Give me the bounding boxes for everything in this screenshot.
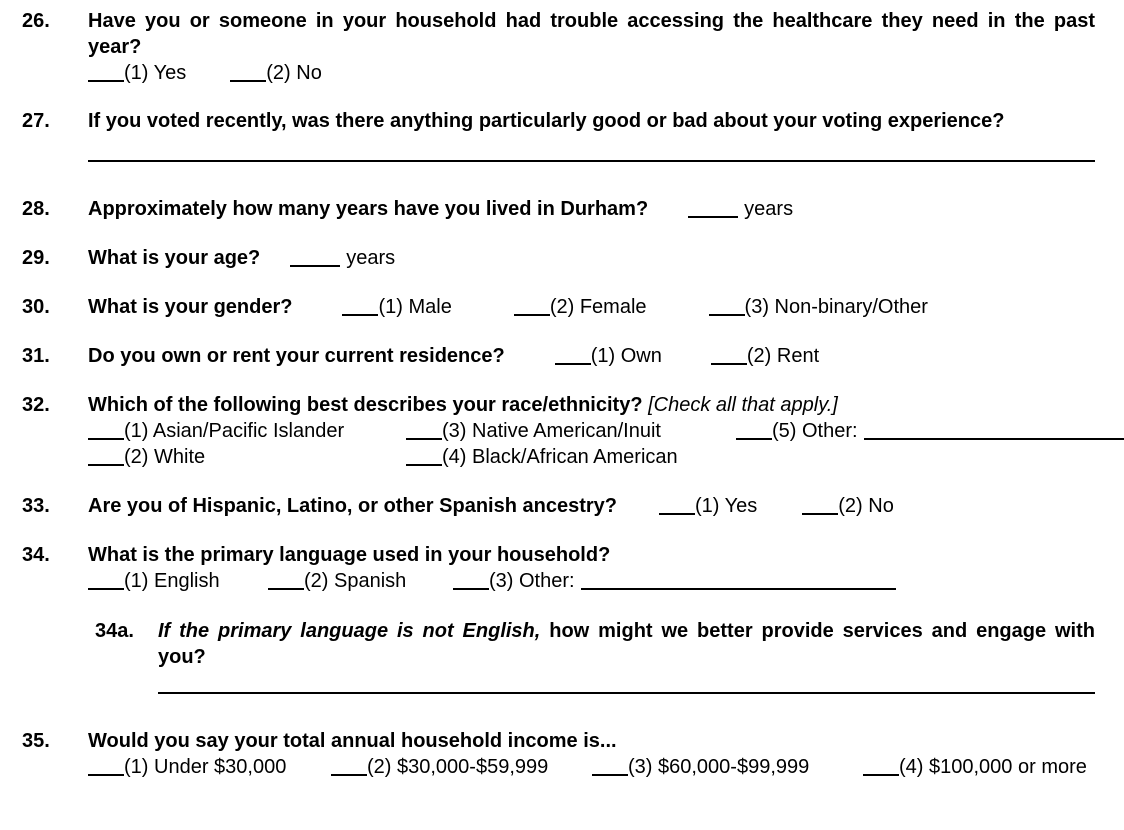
option-label: (3) Other: xyxy=(489,570,575,592)
answer-blank[interactable] xyxy=(406,464,442,466)
option-label: (1) Yes xyxy=(694,495,758,517)
option-label: (2) Female xyxy=(549,296,647,318)
question-35-options xyxy=(88,754,1095,780)
option xyxy=(555,345,662,367)
answer-blank[interactable] xyxy=(688,216,738,218)
answer-blank[interactable] xyxy=(592,774,628,776)
answer-blank[interactable] xyxy=(736,438,772,440)
question-35-body xyxy=(88,728,1095,780)
answer-blank[interactable] xyxy=(88,80,124,82)
question-32-note: [Check all that apply.] xyxy=(648,394,838,416)
question-30-line xyxy=(88,294,1095,320)
answer-blank[interactable] xyxy=(659,513,695,515)
question-35-number: 35. xyxy=(22,730,50,752)
option-label: (1) Own xyxy=(590,345,662,367)
option xyxy=(736,418,1124,444)
option-label: (3) Native American/Inuit xyxy=(442,420,661,442)
option xyxy=(342,296,451,318)
question-34a-body xyxy=(158,618,1095,694)
question-28-body xyxy=(88,196,1095,222)
option-label: (5) Other: xyxy=(772,420,858,442)
question-26-number: 26. xyxy=(22,10,50,32)
option xyxy=(230,62,322,84)
question-27-text: If you voted recently, was there anything particularly good or bad about your voting experience? xyxy=(88,110,1005,132)
option-label: (2) $30,000-$59,999 xyxy=(367,756,549,778)
question-26-body xyxy=(88,8,1095,86)
question-28 xyxy=(22,196,1095,222)
question-35-text: Would you say your total annual household income is... xyxy=(88,730,617,752)
option-label: (2) No xyxy=(838,495,894,517)
question-33-number: 33. xyxy=(22,495,50,517)
answer-blank[interactable] xyxy=(331,774,367,776)
question-31-number: 31. xyxy=(22,345,50,367)
question-31-text: Do you own or rent your current residence? xyxy=(88,345,505,367)
option-label: (4) Black/African American xyxy=(442,446,678,468)
question-28-number: 28. xyxy=(22,198,50,220)
question-27-number: 27. xyxy=(22,110,50,132)
answer-suffix: years xyxy=(346,247,396,269)
question-29 xyxy=(22,245,1095,271)
question-34 xyxy=(22,542,1095,694)
question-33 xyxy=(22,493,1095,519)
answer-blank[interactable] xyxy=(453,588,489,590)
answer-blank[interactable] xyxy=(342,314,378,316)
option-label: (1) English xyxy=(124,570,220,592)
question-33-body xyxy=(88,493,1095,519)
option xyxy=(88,568,268,594)
question-28-text: Approximately how many years have you lived in Durham? xyxy=(88,198,649,220)
option-label: (2) White xyxy=(124,446,206,468)
answer-blank[interactable] xyxy=(802,513,838,515)
write-in-line[interactable] xyxy=(88,160,1095,162)
question-33-text: Are you of Hispanic, Latino, or other Spanish ancestry? xyxy=(88,495,617,517)
question-32-number: 32. xyxy=(22,394,50,416)
question-34a-rest: how might we better provide services and engage with you? xyxy=(158,620,1095,668)
question-34-number: 34. xyxy=(22,544,50,566)
answer-blank[interactable] xyxy=(709,314,745,316)
question-27-body xyxy=(88,108,1095,162)
question-32-line xyxy=(88,392,1095,418)
answer-blank[interactable] xyxy=(555,363,591,365)
option xyxy=(592,754,863,780)
option-label: (2) Rent xyxy=(746,345,820,367)
write-in-line[interactable] xyxy=(158,692,1095,694)
question-30-body xyxy=(88,294,1095,320)
other-write-in-blank[interactable] xyxy=(581,588,896,590)
question-30-text: What is your gender? xyxy=(88,296,293,318)
question-29-text: What is your age? xyxy=(88,247,261,269)
option-label: (3) $60,000-$99,999 xyxy=(628,756,810,778)
option-label: (4) $100,000 or more xyxy=(899,756,1087,778)
option-label: (1) Male xyxy=(378,296,452,318)
option xyxy=(268,568,453,594)
question-34a-number: 34a. xyxy=(95,620,134,642)
option xyxy=(331,754,592,780)
question-29-number: 29. xyxy=(22,247,50,269)
option xyxy=(453,568,1095,594)
question-34-body xyxy=(88,542,1095,694)
question-32-body xyxy=(88,392,1095,470)
answer-blank[interactable] xyxy=(268,588,304,590)
option xyxy=(406,418,736,444)
answer-blank[interactable] xyxy=(88,438,124,440)
question-32 xyxy=(22,392,1095,470)
option-label: (1) Under $30,000 xyxy=(124,756,287,778)
option xyxy=(88,444,406,470)
answer-blank[interactable] xyxy=(290,265,340,267)
other-write-in-blank[interactable] xyxy=(864,438,1124,440)
question-27 xyxy=(22,108,1095,162)
question-30 xyxy=(22,294,1095,320)
option-label: (1) Yes xyxy=(124,62,187,84)
answer-blank[interactable] xyxy=(406,438,442,440)
question-34a-text xyxy=(158,618,1095,670)
question-26 xyxy=(22,8,1095,86)
question-30-number: 30. xyxy=(22,296,50,318)
question-29-line xyxy=(88,245,1095,271)
option-label: (2) No xyxy=(266,62,322,84)
answer-suffix: years xyxy=(744,198,794,220)
question-31 xyxy=(22,343,1095,369)
question-31-body xyxy=(88,343,1095,369)
answer-blank[interactable] xyxy=(230,80,266,82)
option-label: (1) Asian/Pacific Islander xyxy=(124,420,345,442)
option xyxy=(88,62,186,84)
option xyxy=(802,495,894,517)
option xyxy=(863,754,1095,780)
option xyxy=(406,444,736,470)
question-32-text: Which of the following best describes your race/ethnicity? xyxy=(88,394,643,416)
answer-blank[interactable] xyxy=(711,363,747,365)
question-28-line xyxy=(88,196,1095,222)
question-32-options xyxy=(88,418,1095,470)
option xyxy=(709,296,928,318)
question-26-options xyxy=(88,60,1095,86)
answer-blank[interactable] xyxy=(863,774,899,776)
question-29-body xyxy=(88,245,1095,271)
option-label: (3) Non-binary/Other xyxy=(744,296,928,318)
option xyxy=(711,345,819,367)
answer-blank[interactable] xyxy=(88,588,124,590)
question-26-text: Have you or someone in your household had trouble accessing the healthcare they need in the past year? xyxy=(88,10,1095,58)
answer-blank[interactable] xyxy=(88,774,124,776)
answer-blank[interactable] xyxy=(88,464,124,466)
question-31-line xyxy=(88,343,1095,369)
question-35 xyxy=(22,728,1095,780)
question-33-line xyxy=(88,493,1095,519)
option xyxy=(659,495,757,517)
question-34-options xyxy=(88,568,1095,594)
question-34a-condition: If the primary language is not English, xyxy=(158,620,541,642)
question-34a xyxy=(88,618,1095,694)
option xyxy=(88,754,331,780)
option xyxy=(88,418,406,444)
option xyxy=(514,296,647,318)
option-label: (2) Spanish xyxy=(304,570,407,592)
question-34-text: What is the primary language used in your household? xyxy=(88,544,611,566)
answer-blank[interactable] xyxy=(514,314,550,316)
